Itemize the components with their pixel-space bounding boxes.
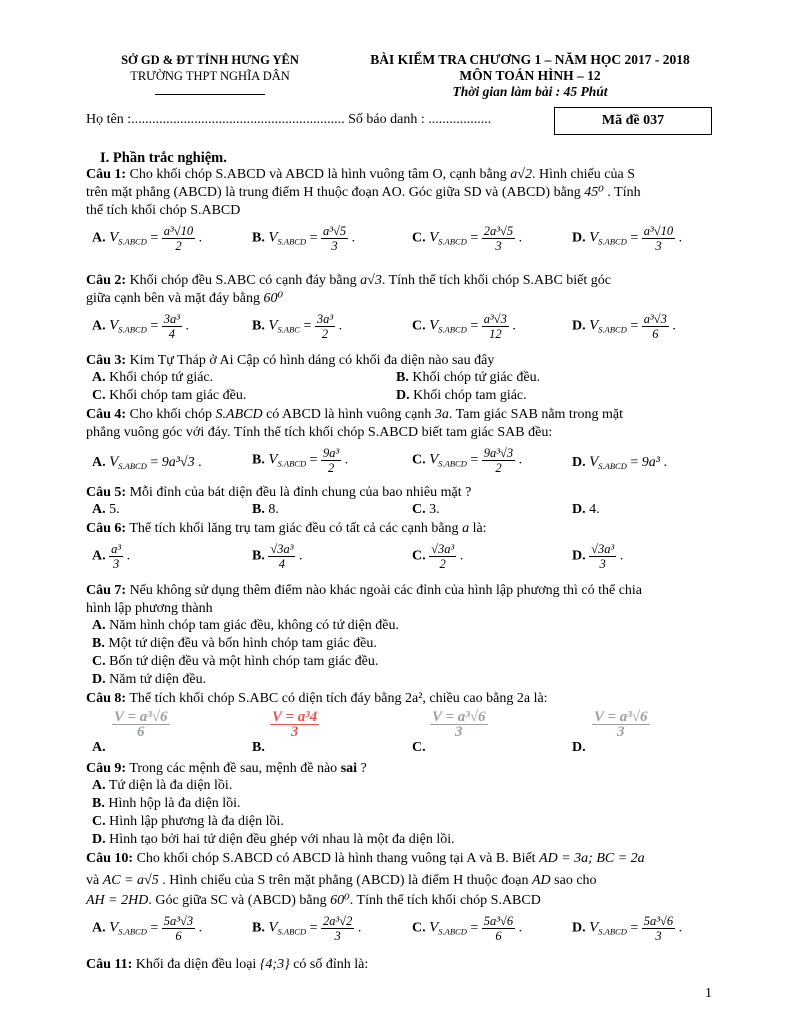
option-text: 5. bbox=[109, 502, 120, 517]
option-text: Hình lập phương là đa diện lồi. bbox=[109, 814, 284, 829]
option-label: B. bbox=[92, 796, 105, 811]
fraction: $\frac{\text{V = a³√6}}{3}$ bbox=[432, 709, 486, 740]
answer-option-c bbox=[412, 914, 522, 943]
question-text: Nếu không sử dụng thêm điểm nào khác ngoài các đỉnh của hình lập phương thì có thể chia bbox=[129, 583, 643, 598]
question-3 bbox=[86, 352, 494, 370]
option-label: B. bbox=[252, 452, 265, 468]
math-subscript: S.ABCD bbox=[598, 461, 627, 471]
question-text: sao cho bbox=[554, 873, 597, 888]
fraction: $\frac{\text{a³}}{3}$ bbox=[111, 542, 122, 571]
answer-option-d bbox=[396, 388, 527, 404]
option-label: B. bbox=[252, 230, 265, 246]
question-label: Câu 11: bbox=[86, 957, 133, 972]
option-text: Năm hình chóp tam giác đều, không có tứ diện đều. bbox=[109, 618, 399, 633]
option-label: B. bbox=[252, 502, 265, 517]
question-label: Câu 8: bbox=[86, 691, 127, 706]
math-expr: AD = 3a; BC = 2a bbox=[539, 851, 645, 866]
header-divider bbox=[155, 94, 265, 95]
department-name: SỞ GD & ĐT TỈNH HƯNG YÊN bbox=[121, 53, 299, 67]
math-var: V bbox=[589, 317, 599, 334]
math-dot: . bbox=[126, 548, 131, 564]
question-6 bbox=[86, 520, 487, 538]
math-eq: = bbox=[470, 230, 479, 246]
fraction: $\frac{\text{3a³}}{4}$ bbox=[163, 312, 181, 341]
question-label: Câu 2: bbox=[86, 273, 127, 288]
exam-code-box: Mã đề 037 bbox=[554, 107, 712, 135]
question-7-line-2: hình lập phương thành bbox=[86, 601, 213, 616]
header-left bbox=[100, 52, 320, 95]
math-expr: 60⁰ bbox=[263, 291, 284, 306]
question-text: Thể tích khối lăng trụ tam giác đều có tất cả các cạnh bằng bbox=[129, 521, 459, 536]
math-eq: = bbox=[630, 318, 639, 334]
option-text: 4. bbox=[589, 502, 600, 517]
question-5 bbox=[86, 484, 471, 502]
option-text: Khối chóp tam giác. bbox=[413, 388, 527, 403]
option-label: B. bbox=[252, 740, 265, 755]
page-number: 1 bbox=[705, 986, 712, 1001]
question-10-line-1 bbox=[86, 850, 645, 868]
question-text: ? bbox=[360, 761, 367, 776]
math-expr: 9a³√3 bbox=[161, 455, 195, 470]
math-subscript: S.ABCD bbox=[438, 926, 467, 937]
question-emphasis: sai bbox=[340, 761, 358, 776]
math-var: V bbox=[109, 229, 119, 246]
fraction: $\frac{\text{V = a³√6}}{3}$ bbox=[594, 709, 648, 740]
fraction: $\frac{\text{V = a³√6}}{6}$ bbox=[114, 709, 168, 740]
math-subscript: S.ABCD bbox=[598, 236, 627, 247]
answer-option-b bbox=[252, 312, 342, 341]
answer-image-a bbox=[112, 710, 170, 739]
option-text: Bốn tứ diện đều và một hình chóp tam giác đều. bbox=[109, 654, 379, 669]
option-label: A. bbox=[92, 778, 106, 793]
math-eq: = bbox=[150, 455, 159, 470]
option-label: B. bbox=[396, 370, 409, 385]
fraction: $\frac{\text{a³√10}}{2}$ bbox=[163, 224, 194, 253]
question-text: là: bbox=[472, 521, 487, 536]
math-dot: . bbox=[357, 920, 362, 936]
option-label: C. bbox=[412, 318, 426, 334]
question-text: giữa cạnh bên và mặt đáy bằng bbox=[86, 291, 260, 306]
option-label: C. bbox=[412, 548, 426, 564]
question-10-line-2 bbox=[86, 872, 597, 890]
answer-option-c bbox=[412, 312, 516, 341]
answer-option-b bbox=[252, 914, 361, 943]
fraction: $\frac{\text{a³√10}}{3}$ bbox=[643, 224, 674, 253]
math-subscript: S.ABCD bbox=[598, 324, 627, 335]
answer-option-d bbox=[572, 312, 676, 341]
answer-option-c bbox=[412, 542, 463, 571]
math-subscript: S.ABCD bbox=[118, 926, 147, 937]
math-subscript: S.ABCD bbox=[277, 458, 307, 469]
answer-option-a bbox=[92, 502, 120, 518]
math-expr: AD bbox=[532, 873, 551, 888]
fraction: $\frac{\text{2a³√5}}{3}$ bbox=[483, 224, 514, 253]
fraction: $\frac{\text{2a³√2}}{3}$ bbox=[323, 914, 353, 943]
question-text: trên mặt phẳng (ABCD) là trung điểm H thuộc đoạn AO. Góc giữa SD và (ABCD) bằng bbox=[86, 185, 581, 200]
option-label: A. bbox=[92, 230, 106, 246]
math-eq: = bbox=[630, 920, 639, 936]
question-text: Khối đa diện đều loại bbox=[135, 957, 257, 972]
option-label: B. bbox=[92, 636, 105, 651]
question-label: Câu 7: bbox=[86, 583, 127, 598]
question-text: Kim Tự Tháp ở Ai Cập có hình dáng có khối đa diện nào sau đây bbox=[129, 353, 495, 368]
answer-option-b bbox=[252, 224, 355, 253]
math-eq: = bbox=[309, 452, 318, 468]
option-text: 8. bbox=[268, 502, 279, 517]
option-label: B. bbox=[252, 318, 265, 334]
math-var: V bbox=[268, 451, 278, 468]
question-label: Câu 1: bbox=[86, 167, 127, 182]
math-eq: = bbox=[309, 230, 318, 246]
math-eq: = bbox=[470, 452, 479, 468]
option-label: B. bbox=[252, 920, 265, 936]
math-dot: . bbox=[198, 455, 202, 470]
math-eq: = bbox=[630, 455, 639, 470]
answer-option-b bbox=[252, 446, 348, 475]
exam-time: Thời gian làm bài : 45 Phút bbox=[452, 84, 608, 99]
option-text: Hình hộp là đa diện lồi. bbox=[108, 796, 241, 811]
option-label: A. bbox=[92, 740, 106, 755]
answer-option-a bbox=[92, 224, 202, 253]
option-label: D. bbox=[572, 318, 586, 334]
question-1-line-3: thể tích khối chóp S.ABCD bbox=[86, 203, 241, 218]
math-var: V bbox=[268, 317, 278, 334]
question-10-line-3 bbox=[86, 892, 541, 910]
math-dot: . bbox=[351, 230, 356, 246]
math-eq: = bbox=[150, 230, 159, 246]
answer-option-d bbox=[572, 224, 682, 253]
math-dot: . bbox=[672, 318, 676, 334]
math-dot: . bbox=[518, 920, 523, 936]
question-4-line-2: phẳng vuông góc với đáy. Tính thể tích khối chóp S.ABCD biết tam giác SAB đều: bbox=[86, 425, 553, 440]
option-label: D. bbox=[92, 832, 106, 847]
fraction: $\frac{\text{a³√3}}{6}$ bbox=[643, 312, 667, 341]
math-expr: AH = 2HD bbox=[86, 893, 149, 908]
math-dot: . bbox=[459, 548, 464, 564]
math-eq: = bbox=[470, 318, 479, 334]
question-text: . Hình chiếu của S trên mặt phẳng (ABCD) là điểm H thuộc đoạn bbox=[162, 873, 529, 888]
answer-option-b bbox=[252, 740, 265, 756]
question-text: Cho khối chóp bbox=[129, 407, 213, 422]
math-dot: . bbox=[678, 230, 683, 246]
answer-option-c bbox=[412, 740, 426, 756]
option-label: D. bbox=[572, 230, 586, 246]
math-dot: . bbox=[198, 230, 203, 246]
question-text: Cho khối chóp S.ABCD có ABCD là hình thang vuông tại A và B. Biết bbox=[136, 851, 536, 866]
question-text: . Tính bbox=[607, 185, 641, 200]
question-text: . Tam giác SAB nằm trong mặt bbox=[448, 407, 623, 422]
answer-option-b bbox=[252, 542, 302, 571]
math-expr: {4;3} bbox=[259, 957, 290, 972]
math-expr: 60⁰ bbox=[330, 893, 350, 908]
answer-option-d bbox=[92, 832, 455, 848]
answer-option-c bbox=[92, 388, 246, 404]
fraction: $\frac{\text{√3a³}}{4}$ bbox=[270, 542, 294, 571]
option-label: C. bbox=[92, 388, 106, 403]
school-name: TRƯỜNG THPT NGHĨA DÂN bbox=[130, 69, 290, 83]
answer-image-c bbox=[430, 710, 488, 739]
question-label: Câu 3: bbox=[86, 353, 127, 368]
option-text: Hình tạo bởi hai tứ diện đều ghép với nhau là một đa diện lồi. bbox=[109, 832, 455, 847]
question-label: Câu 6: bbox=[86, 521, 127, 536]
math-eq: = bbox=[303, 318, 312, 334]
answer-option-a bbox=[92, 454, 202, 471]
math-expr: a√2 bbox=[510, 167, 532, 182]
math-dot: . bbox=[663, 455, 667, 470]
math-dot: . bbox=[344, 452, 349, 468]
option-text: Năm tứ diện đều. bbox=[109, 672, 207, 687]
math-expr: 3a bbox=[434, 407, 449, 422]
option-label: D. bbox=[572, 455, 586, 470]
option-text: Khối chóp tứ giác. bbox=[109, 370, 214, 385]
math-var: V bbox=[589, 919, 599, 936]
math-subscript: S.ABCD bbox=[438, 236, 467, 247]
math-eq: = bbox=[150, 318, 159, 334]
fraction: $\frac{\text{√3a³}}{2}$ bbox=[431, 542, 455, 571]
math-expr: S.ABCD bbox=[215, 407, 263, 422]
fraction: $\frac{\text{9a³}}{2}$ bbox=[323, 446, 340, 475]
option-label: A. bbox=[92, 618, 106, 633]
fraction: $\frac{\text{3a³}}{2}$ bbox=[316, 312, 334, 341]
answer-option-a bbox=[92, 740, 106, 756]
exam-subject: MÔN TOÁN HÌNH – 12 bbox=[459, 68, 601, 83]
header-right bbox=[360, 52, 700, 100]
math-subscript: S.ABCD bbox=[118, 461, 147, 471]
option-label: C. bbox=[412, 502, 426, 517]
math-var: V bbox=[109, 919, 119, 936]
option-text: Khối chóp tam giác đều. bbox=[109, 388, 247, 403]
option-label: A. bbox=[92, 548, 106, 564]
option-label: D. bbox=[572, 740, 586, 755]
fraction: $\frac{\text{9a³√3}}{2}$ bbox=[483, 446, 514, 475]
question-11 bbox=[86, 956, 368, 974]
math-subscript: S.ABCD bbox=[277, 926, 307, 937]
math-var: V bbox=[109, 454, 119, 470]
fraction: $\frac{\text{5a³√6}}{3}$ bbox=[643, 914, 674, 943]
math-expr: 45⁰ bbox=[584, 185, 604, 200]
answer-option-a bbox=[92, 542, 130, 571]
answer-option-a bbox=[92, 618, 399, 634]
option-label: C. bbox=[92, 654, 106, 669]
math-eq: = bbox=[630, 230, 639, 246]
fraction: $\frac{\text{a³√3}}{12}$ bbox=[483, 312, 507, 341]
question-2-line-2 bbox=[86, 290, 283, 308]
answer-option-a bbox=[92, 370, 213, 386]
fraction: $\frac{\text{V = a³4}}{3}$ bbox=[272, 709, 318, 740]
math-var: V bbox=[589, 229, 599, 246]
math-var: V bbox=[429, 451, 439, 468]
option-label: A. bbox=[92, 502, 106, 517]
question-8 bbox=[86, 690, 548, 708]
student-info bbox=[86, 112, 491, 128]
answer-option-b bbox=[396, 370, 540, 386]
option-label: B. bbox=[252, 548, 265, 564]
math-var: V bbox=[429, 229, 439, 246]
option-label: C. bbox=[412, 452, 426, 468]
math-var: V bbox=[109, 317, 119, 334]
math-subscript: S.ABCD bbox=[277, 236, 307, 247]
answer-option-d bbox=[92, 672, 206, 688]
question-text: có số đỉnh là: bbox=[293, 957, 369, 972]
option-label: D. bbox=[572, 548, 586, 564]
answer-option-c bbox=[412, 224, 522, 253]
question-label: Câu 10: bbox=[86, 851, 134, 866]
answer-option-a bbox=[92, 778, 232, 794]
question-text: . Góc giữa SC và (ABCD) bằng bbox=[148, 893, 327, 908]
math-expr: 9a³ bbox=[641, 455, 660, 470]
option-text: Tứ diện là đa diện lồi. bbox=[108, 778, 233, 793]
option-label: D. bbox=[572, 502, 586, 517]
option-label: C. bbox=[92, 814, 106, 829]
answer-option-a bbox=[92, 312, 189, 341]
question-text: có ABCD là hình vuông cạnh bbox=[266, 407, 432, 422]
option-label: A. bbox=[92, 318, 106, 334]
math-dot: . bbox=[678, 920, 683, 936]
answer-option-a bbox=[92, 914, 202, 943]
student-name-field: Họ tên :............................................................. bbox=[86, 112, 345, 127]
answer-image-d bbox=[592, 710, 650, 739]
question-label: Câu 9: bbox=[86, 761, 127, 776]
answer-option-b bbox=[252, 502, 279, 518]
math-expr: AC = a√5 bbox=[102, 873, 159, 888]
question-1-line-1 bbox=[86, 166, 635, 184]
math-subscript: S.ABCD bbox=[438, 324, 467, 335]
answer-option-c bbox=[412, 446, 522, 475]
answer-image-b bbox=[270, 710, 319, 739]
fraction: $\frac{\text{5a³√6}}{6}$ bbox=[483, 914, 514, 943]
math-expr: a bbox=[462, 521, 470, 536]
option-label: C. bbox=[412, 230, 426, 246]
question-label: Câu 4: bbox=[86, 407, 127, 422]
math-dot: . bbox=[198, 920, 203, 936]
question-text: Thể tích khối chóp S.ABC có diện tích đáy bằng 2a², chiều cao bằng 2a là: bbox=[129, 691, 548, 706]
math-subscript: S.ABCD bbox=[118, 236, 147, 247]
math-eq: = bbox=[150, 920, 159, 936]
math-var: V bbox=[268, 919, 278, 936]
student-id-field: Số báo danh : .................. bbox=[348, 112, 492, 127]
question-text: Mỗi đỉnh của bát diện đều là đỉnh chung của bao nhiêu mặt ? bbox=[129, 485, 472, 500]
question-text: Khối chóp đều S.ABC có cạnh đáy bằng bbox=[129, 273, 357, 288]
answer-option-d bbox=[572, 914, 682, 943]
answer-option-c bbox=[92, 654, 378, 670]
math-eq: = bbox=[470, 920, 479, 936]
fraction: $\frac{\text{a³√5}}{3}$ bbox=[323, 224, 347, 253]
option-label: D. bbox=[92, 672, 106, 687]
math-dot: . bbox=[298, 548, 303, 564]
math-subscript: S.ABCD bbox=[438, 458, 467, 469]
option-label: A. bbox=[92, 455, 106, 470]
fraction: $\frac{\text{5a³√3}}{6}$ bbox=[163, 914, 194, 943]
answer-option-c bbox=[412, 502, 440, 518]
math-var: V bbox=[268, 229, 278, 246]
option-label: D. bbox=[396, 388, 410, 403]
fraction: $\frac{\text{√3a³}}{3}$ bbox=[591, 542, 615, 571]
option-text: 3. bbox=[429, 502, 440, 517]
math-dot: . bbox=[518, 452, 523, 468]
math-subscript: S.ABCD bbox=[118, 324, 147, 335]
math-var: V bbox=[429, 919, 439, 936]
answer-option-b bbox=[92, 796, 241, 812]
math-subscript: S.ABCD bbox=[598, 926, 627, 937]
math-dot: . bbox=[185, 318, 190, 334]
option-label: A. bbox=[92, 920, 106, 936]
math-dot: . bbox=[619, 548, 624, 564]
math-expr: a√3 bbox=[360, 273, 382, 288]
answer-option-d bbox=[572, 542, 623, 571]
option-label: D. bbox=[572, 920, 586, 936]
question-text: Cho khối chóp S.ABCD và ABCD là hình vuông tâm O, cạnh bằng bbox=[129, 167, 507, 182]
option-label: C. bbox=[412, 920, 426, 936]
answer-option-d bbox=[572, 740, 586, 756]
option-label: C. bbox=[412, 740, 426, 755]
question-text: . Hình chiếu của S bbox=[531, 167, 635, 182]
exam-title: BÀI KIỂM TRA CHƯƠNG 1 – NĂM HỌC 2017 - 2018 bbox=[370, 52, 690, 67]
question-7-line-1 bbox=[86, 582, 642, 600]
answer-option-c bbox=[92, 814, 284, 830]
option-text: Khối chóp tứ giác đều. bbox=[412, 370, 541, 385]
math-var: V bbox=[589, 454, 599, 470]
math-eq: = bbox=[309, 920, 318, 936]
math-subscript: S.ABC bbox=[277, 324, 300, 335]
question-text: . Tính thể tích khối chóp S.ABC biết góc bbox=[381, 273, 611, 288]
answer-option-b bbox=[92, 636, 377, 652]
math-dot: . bbox=[518, 230, 523, 246]
section-title: I. Phần trắc nghiệm. bbox=[100, 150, 227, 166]
question-text: . Tính thể tích khối chóp S.ABCD bbox=[349, 893, 541, 908]
question-2-line-1 bbox=[86, 272, 611, 290]
option-label: A. bbox=[92, 370, 106, 385]
question-text: Trong các mệnh đề sau, mệnh đề nào bbox=[129, 761, 338, 776]
math-var: V bbox=[429, 317, 439, 334]
question-label: Câu 5: bbox=[86, 485, 127, 500]
question-9 bbox=[86, 760, 367, 778]
answer-option-d bbox=[572, 502, 600, 518]
question-1-line-2 bbox=[86, 184, 641, 202]
math-dot: . bbox=[512, 318, 516, 334]
option-text: Một tứ diện đều và bốn hình chóp tam giác đều. bbox=[108, 636, 377, 651]
question-text: và bbox=[86, 873, 100, 888]
question-4-line-1 bbox=[86, 406, 623, 424]
answer-option-d bbox=[572, 454, 667, 471]
math-dot: . bbox=[338, 318, 343, 334]
